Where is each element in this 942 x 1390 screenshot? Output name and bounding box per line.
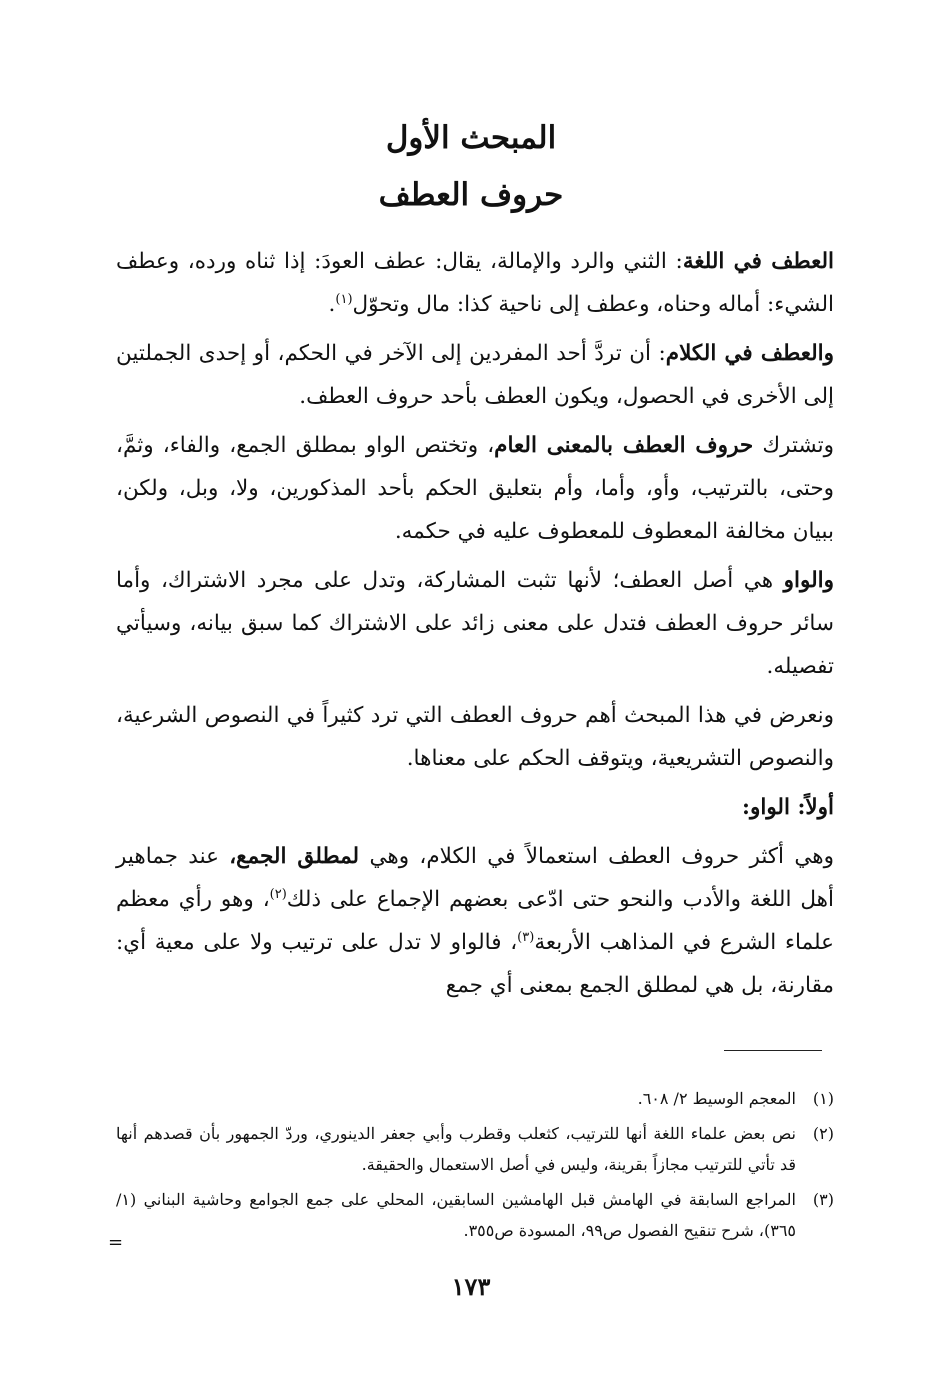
footnote-item bbox=[116, 1184, 834, 1246]
bold-phrase: حروف العطف بالمعنى العام bbox=[494, 433, 754, 458]
footnote-number: (١) bbox=[812, 1089, 834, 1108]
footnote-item bbox=[116, 1083, 834, 1114]
paragraph-linguistic-definition: العطف في اللغة: الثني والرد والإمالة، يقال: عطف العودَ: إذا ثناه ورده، وعطف الشيء: أماله وحناه، وعطف إلى ناحية كذا: مال وتحوّل$^{(١)}$. bbox=[116, 249, 835, 317]
bold-phrase: لمطلق الجمع، bbox=[229, 844, 360, 869]
term-lead: والعطف في الكلام bbox=[665, 341, 834, 366]
footnote-text: المراجع السابقة في الهامش قبل الهامشين السابقين، المحلي على جمع الجوامع وحاشية البناني (١/ ٣٦٥)، شرح تنقيح الفصول ص٩٩، المسودة ص٣٥٥. bbox=[116, 1190, 796, 1240]
footnote-divider bbox=[724, 1050, 822, 1051]
paragraph-waw-origin: والواو هي أصل العطف؛ لأنها تثبت المشاركة، وتدل على مجرد الاشتراك، وأما سائر حروف العطف فتدل على معنى زائد على الاشتراك كما سبق بيانه، وسيأتي تفصيله. bbox=[116, 568, 834, 679]
main-text bbox=[116, 240, 834, 1013]
footnotes bbox=[116, 1083, 834, 1250]
page-number: ١٧٣ bbox=[451, 1272, 491, 1301]
footnote-number: (٢) bbox=[812, 1124, 834, 1143]
footnote-text: المعجم الوسيط ٢/ ٦٠٨. bbox=[637, 1089, 796, 1108]
footnote-text: نص بعض علماء اللغة أنها للترتيب، كثعلب وقطرب وأبي جعفر الدينوري، وردّ الجمهور بأن قصدهم أنها قد تأتي للترتيب مجازاً بقرينة، وليس في أصل الاستعمال والحقيقة. bbox=[116, 1124, 797, 1174]
section-heading-waw: أولاً: الواو: bbox=[742, 795, 834, 820]
paragraph-conjunction-types: وتشترك حروف العطف بالمعنى العام، وتختص الواو بمطلق الجمع، والفاء، وثمَّ، وحتى، بالترتيب، وأو، وأما، وأم بتعليق الحكم بأحد المذكورين، ولا، وبل، ولكن، ببيان مخالفة المعطوف للمعطوف عليه في حكمه. bbox=[116, 433, 834, 544]
footnote-item bbox=[116, 1118, 834, 1180]
term-lead: والواو bbox=[783, 568, 834, 593]
chapter-title: المبحث الأول bbox=[385, 120, 557, 156]
footnote-ref[interactable]: (٢) bbox=[269, 886, 287, 902]
footnote-ref[interactable]: (٣) bbox=[517, 929, 535, 945]
paragraph-waw-meaning: وهي أكثر حروف العطف استعمالاً في الكلام، وهي لمطلق الجمع، عند جماهير أهل اللغة والأدب والنحو حتى ادّعى بعضهم الإجماع على ذلك$^{(٢)}$، وهو رأي معظم علماء الشرع في المذاهب الأربعة$^{(٣)}$، فالواو لا تدل على ترتيب ولا على معية أي: مقارنة، بل هي لمطلق الجمع بمعنى أي جمع bbox=[116, 844, 834, 998]
term-lead: العطف في اللغة bbox=[682, 249, 835, 274]
footnote-ref[interactable]: (١) bbox=[335, 291, 353, 307]
paragraph-overview: ونعرض في هذا المبحث أهم حروف العطف التي ترد كثيراً في النصوص الشرعية، والنصوص التشريعية، ويتوقف الحكم على معناها. bbox=[116, 703, 834, 771]
footnote-number: (٣) bbox=[812, 1190, 834, 1209]
continuation-mark: = bbox=[108, 1232, 124, 1253]
paragraph-technical-definition: والعطف في الكلام: أن تردَّ أحد المفردين إلى الآخر في الحكم، أو إحدى الجملتين إلى الأخرى في الحصول، ويكون العطف بأحد حروف العطف. bbox=[116, 341, 834, 409]
chapter-subtitle: حروف العطف bbox=[378, 177, 564, 213]
